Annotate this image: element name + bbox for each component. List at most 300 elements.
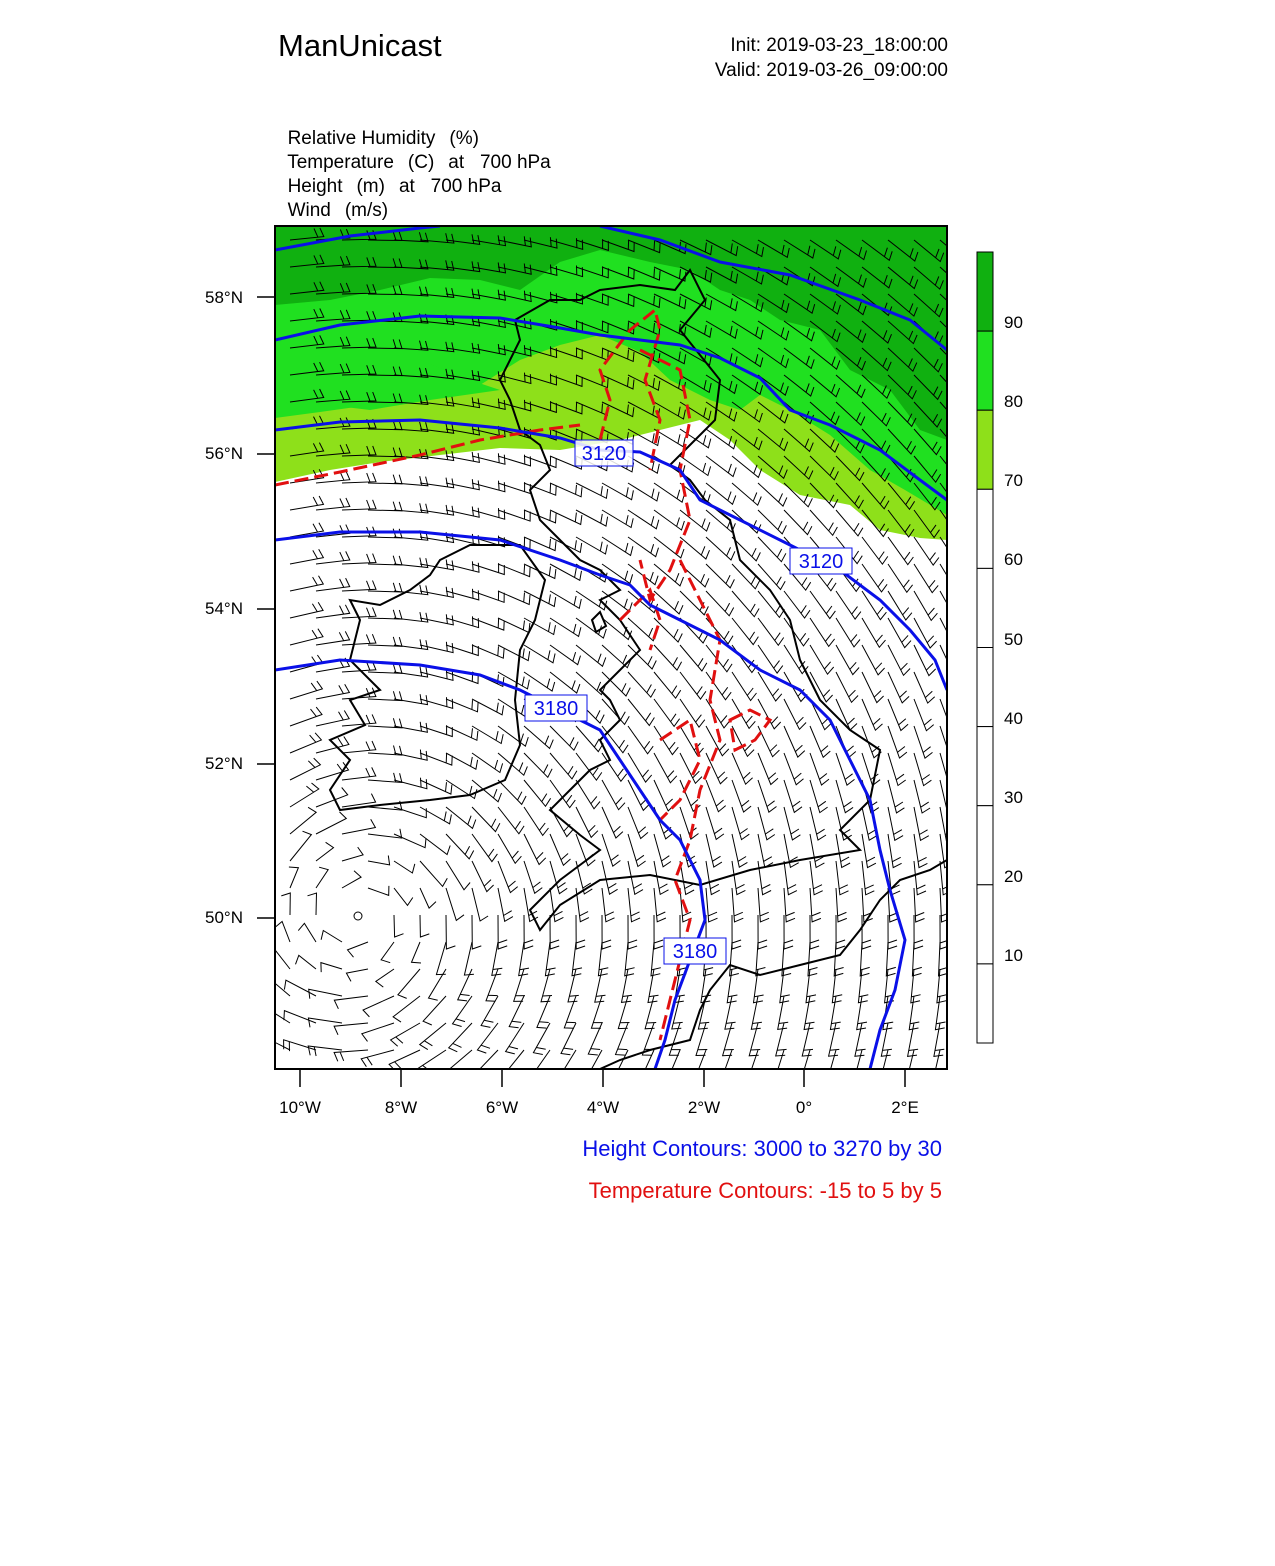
colorbar-label: 90 xyxy=(1004,313,1023,332)
wind-barb xyxy=(376,969,394,987)
wind-barb xyxy=(732,726,754,756)
field-name: Temperature xyxy=(287,152,394,173)
wind-barb xyxy=(862,645,885,675)
colorbar-label: 80 xyxy=(1004,392,1023,411)
wind-barb xyxy=(914,699,934,731)
wind-barb xyxy=(368,556,402,565)
wind-barb xyxy=(550,834,571,865)
wind-barb xyxy=(732,618,758,645)
field-unit: (C) xyxy=(407,152,435,173)
wind-barb xyxy=(368,610,402,619)
wind-barb xyxy=(531,1050,551,1081)
wind-barb xyxy=(680,510,710,531)
wind-barb xyxy=(595,969,606,1002)
wind-barb xyxy=(940,753,957,786)
wind-barb xyxy=(758,618,784,645)
wind-barb xyxy=(420,1023,446,1050)
wind-barb xyxy=(550,753,577,779)
wind-barb xyxy=(888,807,903,840)
wind-barb xyxy=(836,510,863,536)
colorbar xyxy=(977,252,993,1043)
wind-barb xyxy=(420,861,447,886)
wind-barb xyxy=(524,780,551,806)
wind-barb xyxy=(680,753,702,783)
wind-barb xyxy=(810,753,829,785)
wind-barb xyxy=(472,834,497,862)
wind-barb xyxy=(758,726,779,757)
wind-barb xyxy=(940,726,958,758)
wind-barb xyxy=(472,481,505,492)
colorbar-label: 20 xyxy=(1004,867,1023,886)
wind-barb xyxy=(363,996,394,1017)
wind-barb xyxy=(749,1023,760,1056)
colorbar-box xyxy=(977,727,993,806)
wind-barb xyxy=(420,780,452,794)
wind-barb xyxy=(628,807,648,839)
wind-barb xyxy=(732,591,759,617)
wind-barb xyxy=(628,699,654,726)
low-centre-marker xyxy=(354,912,362,920)
wind-barb xyxy=(423,996,446,1025)
wind-barb xyxy=(342,741,376,753)
wind-barb xyxy=(368,856,390,865)
wind-barb xyxy=(706,591,734,616)
wind-barb xyxy=(290,783,319,807)
wind-barb xyxy=(680,834,696,867)
wind-barb xyxy=(472,726,503,744)
wind-barb xyxy=(721,1050,733,1082)
wind-barb xyxy=(296,955,317,969)
colorbar-label: 10 xyxy=(1004,946,1023,965)
wind-barb xyxy=(394,503,428,513)
wind-barb xyxy=(420,888,436,908)
wind-barb xyxy=(680,537,710,559)
wind-barb xyxy=(264,942,290,969)
wind-barb xyxy=(706,645,732,672)
lon-label-0: 0° xyxy=(795,1098,813,1117)
colorbar-box xyxy=(977,331,993,410)
wind-barb xyxy=(446,479,479,490)
wind-barb xyxy=(602,834,620,866)
wind-barb xyxy=(316,788,348,808)
field-unit: (m) xyxy=(356,176,385,197)
wind-barb xyxy=(290,681,322,699)
wind-barb xyxy=(732,807,749,840)
wind-barb xyxy=(732,483,761,505)
wind-barb xyxy=(446,915,455,949)
wind-barb xyxy=(888,672,909,703)
height-contour-labels xyxy=(525,440,852,964)
wind-barb xyxy=(290,758,320,780)
wind-barb xyxy=(836,780,853,813)
wind-barb xyxy=(680,645,707,671)
lat-label-58n: 58°N xyxy=(205,288,243,307)
wind-barb xyxy=(810,510,837,535)
height-label: 3180 xyxy=(672,941,718,963)
wind-barb xyxy=(732,672,757,701)
wind-barb xyxy=(836,672,858,702)
wind-barb xyxy=(498,807,524,834)
wind-barb xyxy=(758,645,783,673)
wind-barb xyxy=(810,780,828,813)
wind-barb xyxy=(509,996,524,1028)
wind-barb xyxy=(472,861,494,892)
wind-barb xyxy=(475,1050,499,1079)
wind-barb xyxy=(321,963,342,973)
wind-barb xyxy=(394,807,426,818)
wind-barb xyxy=(862,861,874,895)
lon-label-2e: 2°E xyxy=(891,1098,919,1117)
wind-barb xyxy=(914,861,926,895)
field-level: at 700 hPa xyxy=(448,152,551,173)
wind-barb xyxy=(654,753,677,783)
wind-barb xyxy=(308,893,317,915)
init-time: Init: 2019-03-23_18:00:00 xyxy=(730,35,948,56)
wind-barb xyxy=(290,496,324,510)
wind-barb xyxy=(498,591,530,605)
wind-barb xyxy=(576,807,598,837)
wind-barb xyxy=(836,888,847,922)
wind-barb xyxy=(888,753,906,786)
height-label-box xyxy=(664,938,726,964)
wind-barb xyxy=(449,1023,472,1052)
ireland-coast xyxy=(330,545,545,810)
wind-barb xyxy=(524,861,542,893)
wind-barb xyxy=(498,699,529,717)
wind-barb xyxy=(888,537,913,565)
wind-barb xyxy=(498,834,521,863)
wind-barb xyxy=(316,812,346,834)
wind-barb xyxy=(446,616,479,627)
wind-barb xyxy=(758,888,769,922)
wind-barb xyxy=(524,753,552,777)
wind-barb xyxy=(393,996,420,1022)
wind-barb xyxy=(289,867,299,888)
lon-label-10w: 10°W xyxy=(279,1098,321,1117)
wind-barb xyxy=(888,618,911,648)
wind-barb xyxy=(706,780,726,812)
wind-barb xyxy=(368,502,402,511)
wind-barb xyxy=(732,699,755,728)
wind-barb xyxy=(537,996,550,1028)
wind-barb xyxy=(321,931,342,943)
wind-barb xyxy=(420,834,450,855)
wind-barb xyxy=(394,476,428,486)
wind-barb xyxy=(784,780,802,812)
wind-barb xyxy=(784,699,806,729)
wind-barb xyxy=(284,1011,316,1023)
wind-barb xyxy=(784,510,812,535)
wind-barb xyxy=(550,780,575,808)
wind-barb xyxy=(706,456,736,477)
wind-barb xyxy=(550,807,573,837)
wind-barb xyxy=(747,1050,758,1082)
wind-barb xyxy=(862,699,883,730)
lon-label-8w: 8°W xyxy=(384,1098,418,1117)
wind-barb xyxy=(602,618,632,640)
wind-barb xyxy=(368,475,402,484)
wind-barb xyxy=(472,699,504,715)
wind-barb xyxy=(334,996,368,1009)
lat-label-54n: 54°N xyxy=(205,599,243,618)
wind-barb xyxy=(654,834,671,867)
wind-barb xyxy=(420,915,429,937)
wind-barb xyxy=(940,537,965,566)
wind-barb xyxy=(498,780,526,804)
wind-barb xyxy=(784,618,809,646)
wind-barb xyxy=(836,861,849,895)
colorbar-box xyxy=(977,885,993,964)
wind-barb xyxy=(706,537,735,560)
wind-barb xyxy=(472,453,505,464)
wind-barb xyxy=(862,672,884,703)
height-contour-note: Height Contours: 3000 to 3270 by 30 xyxy=(582,1136,942,1161)
colorbar-label: 50 xyxy=(1004,630,1023,649)
wind-barb xyxy=(669,1023,680,1055)
wind-barb xyxy=(394,861,415,873)
wind-barb xyxy=(298,923,316,942)
wind-barb xyxy=(308,1046,342,1056)
wind-barb xyxy=(784,888,795,922)
height-label-box xyxy=(790,548,852,574)
wind-barb xyxy=(706,483,736,504)
field-unit: (%) xyxy=(449,128,479,149)
wind-barb xyxy=(394,834,426,848)
wind-barb xyxy=(940,861,952,895)
wind-barb xyxy=(888,780,904,813)
wind-barb xyxy=(810,645,834,674)
wind-barb xyxy=(568,969,579,1002)
wind-barb xyxy=(394,639,428,649)
wind-barb xyxy=(420,753,452,765)
wind-barb xyxy=(503,1050,524,1080)
wind-barb xyxy=(654,645,682,670)
wind-barb xyxy=(706,888,718,922)
field-name: Relative Humidity xyxy=(287,128,436,149)
wind-barb xyxy=(732,834,747,867)
wind-barb xyxy=(398,969,420,998)
wind-barb xyxy=(446,561,479,572)
field-unit: (m/s) xyxy=(344,200,389,221)
lat-label-56n: 56°N xyxy=(205,444,243,463)
wind-barb xyxy=(472,508,505,519)
lon-label-6w: 6°W xyxy=(485,1098,519,1117)
wind-barb xyxy=(706,564,734,588)
wind-barb xyxy=(412,942,422,963)
wind-barb xyxy=(472,618,504,630)
wind-barb xyxy=(381,942,394,963)
height-label-box xyxy=(525,695,587,721)
wind-barb xyxy=(348,942,369,957)
wind-barb xyxy=(914,618,937,648)
wind-barb xyxy=(940,564,964,593)
wind-barb xyxy=(914,537,939,565)
wind-barb xyxy=(446,726,478,740)
wind-barb xyxy=(394,915,404,937)
lon-label-4w: 4°W xyxy=(586,1098,620,1117)
wind-barb xyxy=(498,564,530,577)
wind-barb xyxy=(420,697,453,708)
wind-barb xyxy=(316,867,328,888)
wind-barb xyxy=(591,996,602,1028)
wind-barb xyxy=(472,591,504,603)
wind-barb xyxy=(862,618,886,647)
wind-barb xyxy=(836,618,860,647)
wind-barb xyxy=(758,807,775,840)
wind-barb xyxy=(654,564,684,586)
wind-barb xyxy=(290,831,311,861)
wind-barb xyxy=(940,645,961,676)
wind-barb xyxy=(888,699,908,731)
wind-barb xyxy=(368,829,402,838)
wind-barb xyxy=(602,888,615,922)
wind-barb xyxy=(281,893,290,915)
wind-barb xyxy=(420,614,453,625)
wind-barb xyxy=(758,483,787,506)
wind-barb xyxy=(368,583,402,592)
wind-barb xyxy=(602,807,623,838)
wind-barb xyxy=(446,861,470,890)
temperature-contour xyxy=(620,590,660,650)
wind-barb xyxy=(914,672,935,703)
wind-barb xyxy=(810,834,824,868)
wind-barb xyxy=(446,753,478,769)
wind-barb xyxy=(732,753,753,784)
colorbar-label: 40 xyxy=(1004,709,1023,728)
height-label: 3180 xyxy=(533,698,579,720)
wind-barb xyxy=(758,699,781,729)
lat-label-52n: 52°N xyxy=(205,754,243,773)
wind-barb xyxy=(309,989,342,998)
wind-barb xyxy=(862,888,873,922)
wind-barb xyxy=(706,807,724,839)
wind-barb xyxy=(420,642,453,653)
wind-barb xyxy=(628,672,656,697)
wind-barb xyxy=(810,888,821,922)
wind-barb xyxy=(564,996,576,1028)
temperature-contour-note: Temperature Contours: -15 to 5 by 5 xyxy=(588,1178,942,1203)
wind-barb xyxy=(394,667,428,677)
wind-barb xyxy=(342,871,361,888)
wind-barb xyxy=(524,807,549,835)
valid-time: Valid: 2019-03-26_09:00:00 xyxy=(714,60,948,81)
wind-barb xyxy=(394,558,428,568)
wind-barb xyxy=(342,819,375,834)
wind-barb xyxy=(810,726,830,757)
wind-barb xyxy=(758,564,785,590)
wind-barb xyxy=(446,1050,472,1077)
wind-barb xyxy=(316,842,334,861)
colorbar-box xyxy=(977,568,993,647)
wind-barb xyxy=(420,478,454,488)
wind-barb xyxy=(420,505,454,515)
wind-barb xyxy=(550,726,578,750)
height-contour xyxy=(275,532,905,1069)
wind-barb xyxy=(541,969,552,1002)
colorbar-box xyxy=(977,964,993,1043)
wind-barb xyxy=(888,726,907,758)
height-label: 3120 xyxy=(581,443,627,465)
wind-barb xyxy=(472,645,504,658)
wind-barb xyxy=(862,753,880,785)
wind-barb xyxy=(654,699,680,726)
wind-barb xyxy=(784,726,805,757)
wind-barb xyxy=(654,726,678,755)
wind-barb xyxy=(888,645,910,675)
wind-barb xyxy=(914,726,933,758)
wind-barb xyxy=(732,780,751,812)
wind-barb xyxy=(706,861,720,895)
wind-barb xyxy=(654,672,681,698)
isle-of-man xyxy=(592,612,606,632)
wind-barb xyxy=(346,969,368,981)
wind-barb xyxy=(836,753,855,785)
wind-barb xyxy=(628,780,650,810)
wind-barb xyxy=(429,969,447,1000)
wind-barb xyxy=(940,618,962,648)
wind-barb xyxy=(758,780,777,812)
wind-barb xyxy=(394,778,427,789)
wind-barb xyxy=(810,861,823,895)
wind-barb xyxy=(616,1023,629,1055)
wind-barb xyxy=(290,707,322,726)
wind-barb xyxy=(758,753,778,785)
wind-barb xyxy=(940,699,959,731)
wind-barb xyxy=(275,922,290,943)
wind-barb xyxy=(888,591,912,620)
wind-barb xyxy=(290,629,323,645)
wind-barb xyxy=(420,807,451,824)
wind-barb xyxy=(418,1050,446,1075)
wind-barb xyxy=(914,888,925,922)
wind-barb xyxy=(362,1023,394,1041)
colorbar-box xyxy=(977,648,993,727)
lon-label-2w: 2°W xyxy=(687,1098,721,1117)
field-level: at 700 hPa xyxy=(398,176,502,197)
wind-barb xyxy=(914,564,938,593)
height-label-box xyxy=(575,440,633,466)
colorbar-box xyxy=(977,806,993,885)
wind-barb xyxy=(836,591,861,619)
wind-barb xyxy=(810,591,835,619)
wind-barb xyxy=(836,645,859,675)
wind-barb xyxy=(680,672,706,699)
wind-barb xyxy=(446,888,464,920)
wind-barb xyxy=(498,510,530,521)
wind-barb xyxy=(576,780,600,809)
wind-barb xyxy=(394,888,413,905)
wind-barb xyxy=(645,996,656,1029)
wind-barb xyxy=(342,847,363,861)
wind-barb xyxy=(290,733,321,753)
wind-barb xyxy=(290,576,323,591)
wind-barb xyxy=(446,589,479,600)
wind-barb xyxy=(628,834,646,867)
wind-barb xyxy=(602,780,625,810)
colorbar-box xyxy=(977,410,993,489)
wind-barb xyxy=(477,1023,498,1053)
colorbar-label: 30 xyxy=(1004,788,1023,807)
wind-barb xyxy=(472,888,488,921)
chart-title: ManUnicast xyxy=(278,28,442,63)
field-name: Height xyxy=(287,176,343,197)
wind-barb xyxy=(706,834,722,867)
wind-barb xyxy=(862,537,888,564)
field-name: Wind xyxy=(287,200,331,221)
wind-barb xyxy=(914,780,930,813)
colorbar-label: 60 xyxy=(1004,550,1023,569)
wind-barb xyxy=(810,807,826,840)
